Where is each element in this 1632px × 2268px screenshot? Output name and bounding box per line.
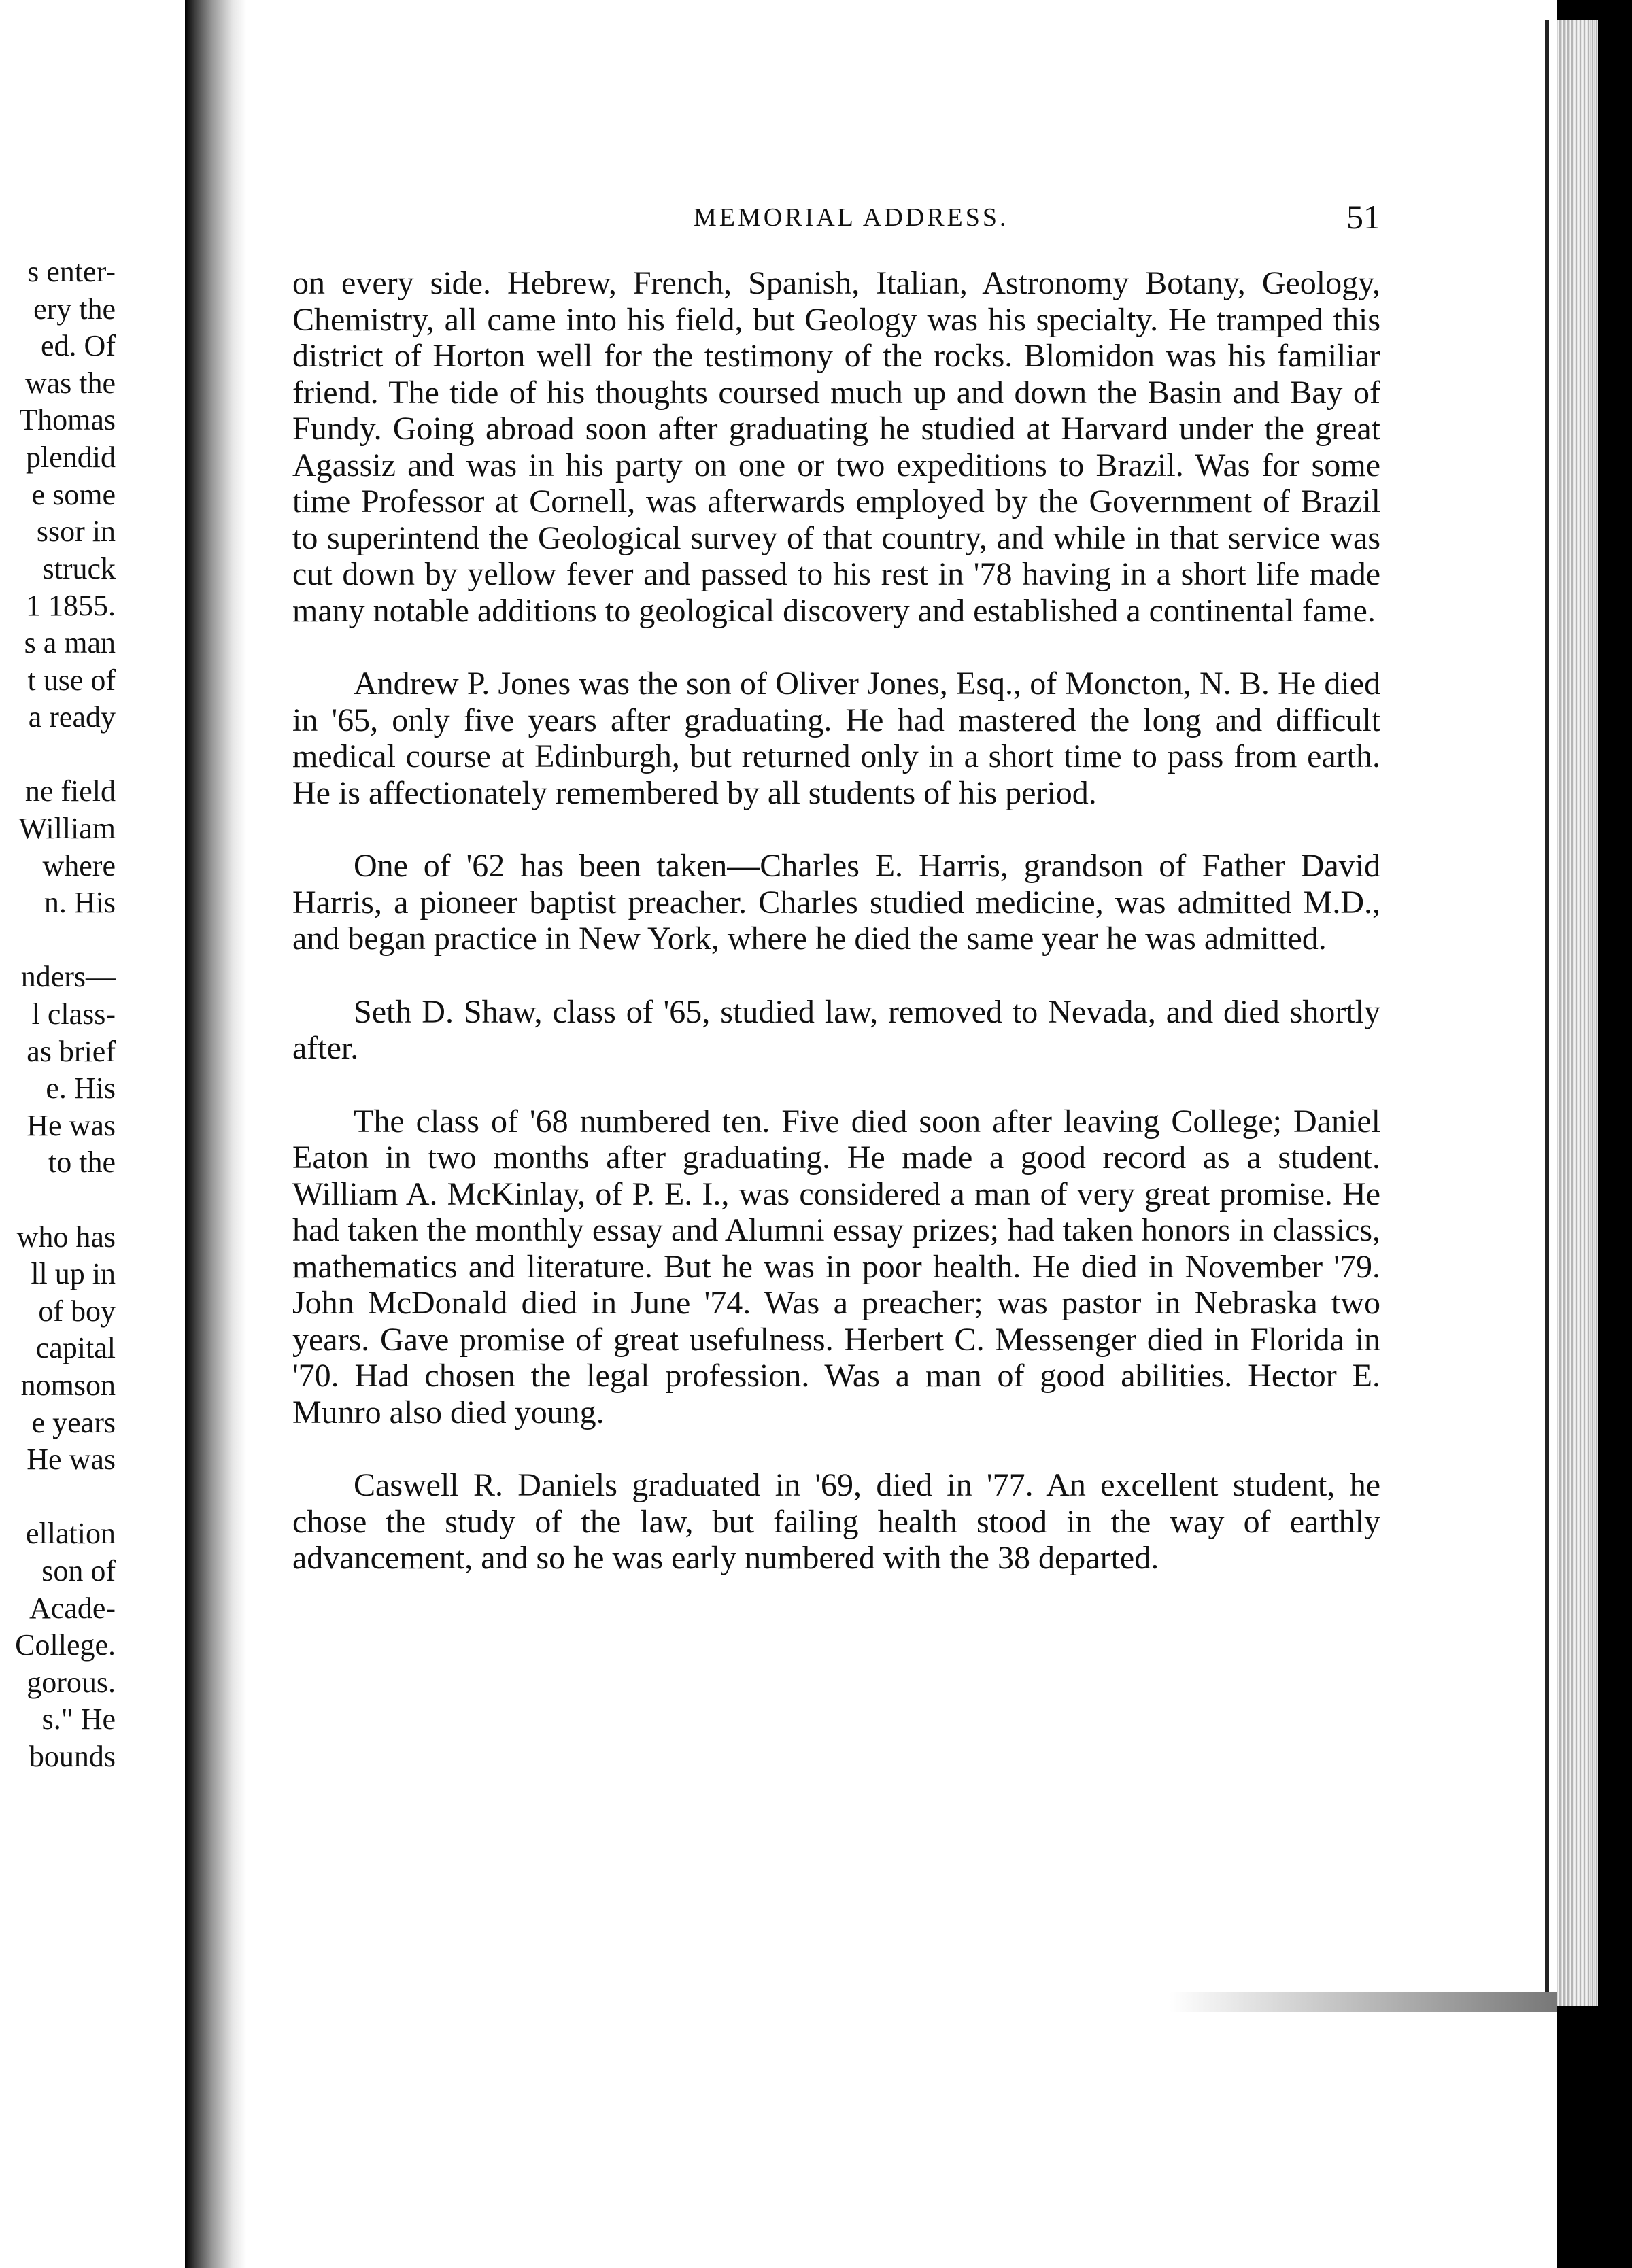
facing-page-line: e years (31, 1405, 116, 1439)
page-bottom-shadow (1170, 1992, 1557, 2012)
facing-page-line: where (42, 848, 116, 882)
book-page-edge-leaves (1557, 20, 1598, 2006)
facing-page-line: struck (42, 551, 116, 585)
body-text (292, 265, 1380, 1613)
facing-page-line: s." He (41, 1702, 116, 1736)
paragraph-seth-shaw: Seth D. Shaw, class of '65, studied law, removed to Nevada, and died shortly after. (292, 993, 1380, 1066)
running-head (292, 197, 1380, 238)
facing-page-line: a ready (28, 700, 116, 734)
facing-page-line: s a man (24, 626, 116, 659)
facing-page-line: as brief (27, 1034, 116, 1068)
facing-page-line: ed. Of (41, 329, 116, 363)
facing-page-line: to the (48, 1146, 116, 1180)
paragraph-agassiz-student: on every side. Hebrew, French, Spanish, Italian, Astronomy Botany, Geology, Chemistry, all came into his field, but Geology was his specialty. He tramped this district of Horton well for the testimony of the rocks. Blomidon was his familiar friend. The tide of his thoughts coursed much up and down the Basin and Bay of Fundy. Going abroad soon after graduating he studied at Harvard under the great Agassiz and was in his party on one or two expeditions to Brazil. Was for some time Professor at Cornell, was afterwards employed by the Government of Brazil to superintend the Geological survey of that country, and while in that service was cut down by yellow fever and passed to his rest in '78 having in a short life made many notable additions to geological discovery and established a continental fame. (292, 265, 1380, 629)
facing-page-line: 1 1855. (26, 589, 116, 623)
facing-page-line: Thomas (19, 403, 116, 437)
facing-page-line: College. (15, 1628, 116, 1662)
facing-page-line: l class- (31, 997, 116, 1031)
facing-page-line: was the (24, 366, 116, 400)
facing-page-line: He was (27, 1443, 116, 1477)
facing-page-line: son of (41, 1554, 116, 1587)
facing-page-line: William (18, 812, 116, 845)
facing-page-line: ll up in (31, 1257, 116, 1291)
facing-page-line: ne field (24, 774, 116, 808)
facing-page-line: capital (35, 1331, 116, 1365)
facing-page-line: s enter- (27, 255, 116, 288)
paragraph-charles-harris: One of '62 has been taken—Charles E. Harris, grandson of Father David Harris, a pioneer baptist preacher. Charles studied medicine, was admitted M.D., and began practice in New York, where he died the same year he was admitted. (292, 848, 1380, 957)
facing-page-line: ssor in (36, 515, 116, 549)
running-title: MEMORIAL ADDRESS. (694, 203, 1009, 232)
facing-page-line: nders— (20, 960, 116, 994)
facing-page-line: of boy (38, 1294, 116, 1328)
facing-page-line: ery the (33, 292, 116, 326)
facing-page-line: He was (27, 1108, 116, 1142)
page-border-line (1545, 20, 1549, 2006)
facing-page-line: who has (16, 1220, 116, 1254)
facing-page-line: Acade- (29, 1591, 116, 1625)
book-gutter-shadow (185, 0, 246, 2268)
facing-page-line: t use of (27, 663, 116, 697)
facing-page-line: plendid (26, 441, 116, 474)
facing-page-line: bounds (29, 1740, 116, 1773)
facing-page-line: e some (31, 477, 116, 511)
facing-page-line: n. His (44, 886, 116, 920)
facing-page-line: e. His (46, 1071, 116, 1105)
facing-page-line: gorous. (27, 1665, 116, 1699)
facing-page-line: nomson (20, 1369, 116, 1402)
paragraph-class-of-68: The class of '68 numbered ten. Five died soon after leaving College; Daniel Eaton in two months after graduating. He made a good record as a student. William A. McKinlay, of P. E. I., was considered a man of very great promise. He had taken the monthly essay and Alumni essay prizes; had taken honors in classics, mathematics and literature. But he was in poor health. He died in November '79. John McDonald died in June '74. Was a preacher; was pastor in Nebraska two years. Gave promise of great usefulness. Herbert C. Messenger died in Florida in '70. Had chosen the legal profession. Was a man of good abilities. Hector E. Munro also died young. (292, 1103, 1380, 1430)
page-number: 51 (1346, 198, 1380, 236)
facing-page-fragment (0, 0, 184, 2268)
paragraph-andrew-jones: Andrew P. Jones was the son of Oliver Jones, Esq., of Moncton, N. B. He died in '65, only five years after graduating. He had mastered the long and difficult medical course at Edinburgh, but returned only in a short time to pass from earth. He is affectionately remembered by all students of his period. (292, 666, 1380, 811)
facing-page-line: ellation (26, 1517, 116, 1551)
paragraph-caswell-daniels: Caswell R. Daniels graduated in '69, died in '77. An excellent student, he chose the study of the law, but failing health stood in the way of earthly advancement, and so he was early numbered with the 38 departed. (292, 1467, 1380, 1576)
